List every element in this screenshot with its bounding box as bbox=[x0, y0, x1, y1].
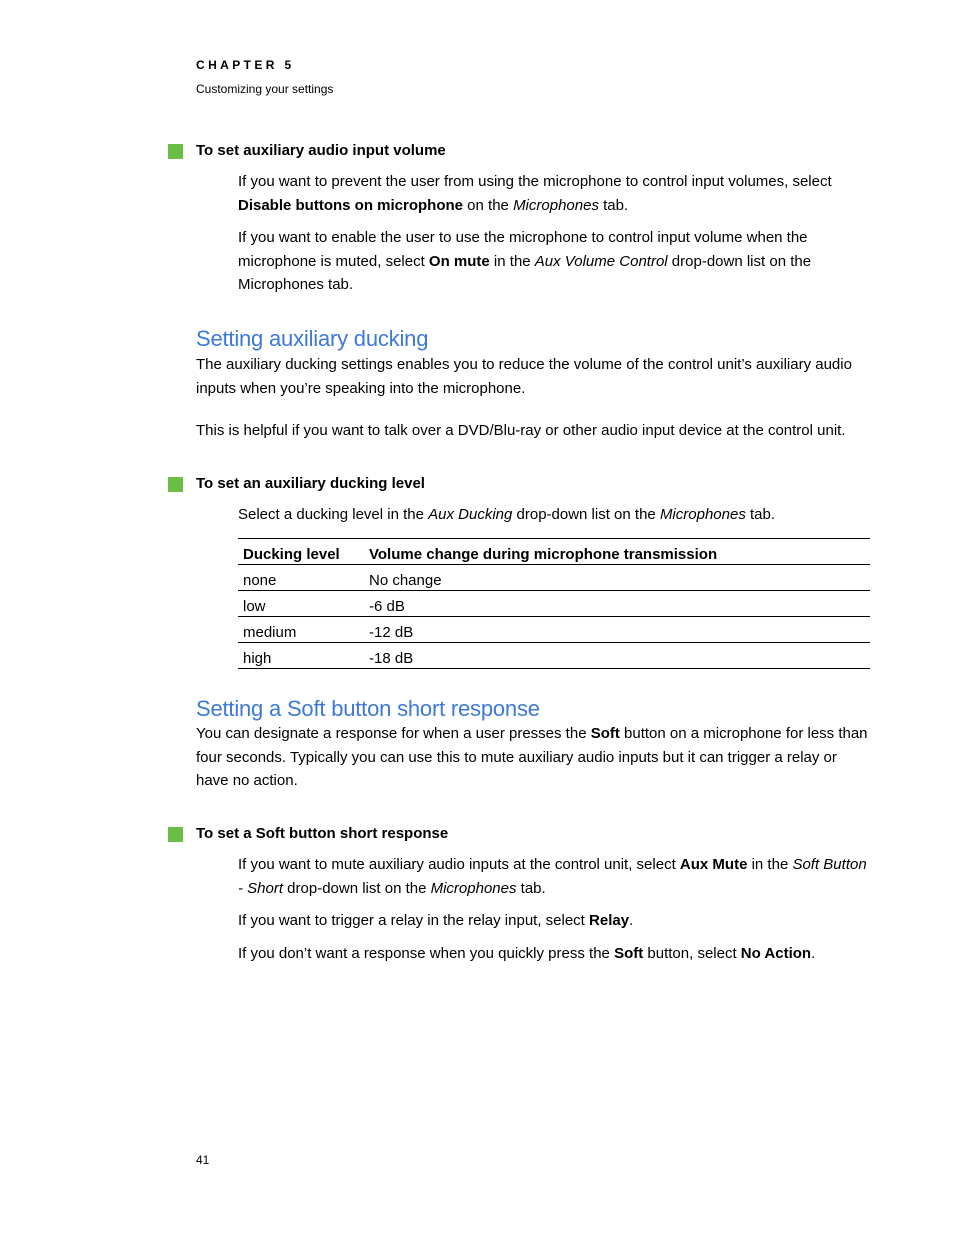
text-run: tab. bbox=[745, 506, 776, 523]
procedure-marker-icon bbox=[168, 144, 183, 159]
procedure-heading-volume bbox=[196, 141, 446, 161]
volume-paragraph-2 bbox=[238, 226, 872, 297]
text-run: . bbox=[629, 912, 634, 929]
text-run: If you want to prevent the user from using the microphone to control input volumes, select bbox=[238, 173, 832, 190]
ui-term-relay: Relay bbox=[589, 912, 630, 929]
ui-term-soft: Soft bbox=[590, 725, 620, 742]
section-title-ducking: Setting auxiliary ducking bbox=[196, 326, 429, 351]
text-run: drop-down list on the bbox=[283, 879, 431, 897]
chapter-label: CHAPTER 5 bbox=[196, 58, 295, 72]
text-run: tab. bbox=[598, 196, 629, 214]
procedure-heading-soft-text: To set a Soft button short response bbox=[196, 825, 449, 842]
column-header-ducking-level: Ducking level bbox=[238, 539, 364, 565]
text-run: If you want to enable the user to use the microphone to control input volume when the microphone is muted, select bbox=[238, 229, 808, 270]
table-row bbox=[238, 565, 870, 591]
text-run: on the bbox=[463, 196, 514, 214]
cell-ducking-level: low bbox=[238, 591, 364, 617]
ui-term-aux-mute: Aux Mute bbox=[679, 856, 748, 873]
soft-paragraph-3 bbox=[238, 942, 872, 966]
soft-paragraph-1 bbox=[238, 853, 872, 900]
ui-term-aux-ducking: Aux Ducking bbox=[428, 506, 513, 523]
text-run: You can designate a response for when a user presses the bbox=[196, 725, 591, 742]
text-run: drop-down list on the Microphones tab. bbox=[238, 252, 812, 293]
text-run: in the bbox=[489, 252, 535, 270]
ui-term-disable-buttons: Disable buttons on microphone bbox=[238, 196, 464, 214]
ui-term-no-action: No Action bbox=[740, 945, 812, 962]
text-run: Select a ducking level in the bbox=[238, 506, 429, 523]
ui-term-aux-volume-control: Aux Volume Control bbox=[534, 252, 668, 270]
ducking-instruction bbox=[238, 503, 872, 527]
procedure-heading-volume-text: To set auxiliary audio input volume bbox=[196, 142, 446, 159]
text-run: button, select bbox=[643, 945, 741, 962]
text-run: button on a microphone for less than four seconds. Typically you can use this to mute auxiliary audio inputs but it can trigger a relay or have no action. bbox=[196, 725, 868, 789]
text-run: tab. bbox=[516, 879, 546, 897]
section-title-soft-button: Setting a Soft button short response bbox=[196, 696, 540, 721]
cell-ducking-level: high bbox=[238, 643, 364, 669]
ui-term-microphones-tab: Microphones bbox=[513, 196, 599, 214]
text-run: drop-down list on the bbox=[512, 506, 660, 523]
cell-ducking-level: none bbox=[238, 565, 364, 591]
text-run: in the bbox=[747, 856, 793, 873]
ducking-level-table bbox=[238, 538, 870, 669]
table-row bbox=[238, 617, 870, 643]
soft-paragraph-2 bbox=[238, 909, 872, 933]
procedure-heading-soft bbox=[196, 824, 448, 844]
cell-volume-change: -6 dB bbox=[364, 591, 870, 617]
cell-volume-change: -18 dB bbox=[364, 643, 870, 669]
ui-term-soft: Soft bbox=[614, 945, 644, 962]
cell-volume-change: -12 dB bbox=[364, 617, 870, 643]
chapter-subtitle: Customizing your settings bbox=[196, 82, 334, 96]
text-run: If you want to trigger a relay in the relay input, select bbox=[238, 912, 590, 929]
column-header-volume-change: Volume change during microphone transmission bbox=[364, 539, 870, 565]
cell-ducking-level: medium bbox=[238, 617, 364, 643]
ui-term-on-mute: On mute bbox=[428, 252, 490, 270]
volume-paragraph-1 bbox=[238, 170, 872, 217]
page-number: 41 bbox=[196, 1153, 210, 1167]
text-run: . bbox=[811, 945, 816, 962]
ui-term-soft-button-short: Soft Button - Short bbox=[238, 856, 867, 897]
ducking-paragraph-2: This is helpful if you want to talk over a DVD/Blu-ray or other audio input device at the control unit. bbox=[196, 422, 846, 439]
table-row bbox=[238, 591, 870, 617]
procedure-marker-icon bbox=[168, 477, 183, 492]
procedure-marker-icon bbox=[168, 827, 183, 842]
cell-volume-change: No change bbox=[364, 565, 870, 591]
procedure-heading-ducking bbox=[196, 474, 425, 494]
table-header-row bbox=[238, 539, 870, 565]
table-row bbox=[238, 643, 870, 669]
ui-term-microphones-tab: Microphones bbox=[430, 879, 517, 897]
text-run: If you don’t want a response when you quickly press the bbox=[238, 945, 615, 962]
ducking-paragraph-1: The auxiliary ducking settings enables you to reduce the volume of the control unit’s auxiliary audio inputs when you’re speaking into the microphone. bbox=[196, 356, 852, 397]
ui-term-microphones-tab: Microphones bbox=[659, 506, 746, 523]
procedure-heading-ducking-text: To set an auxiliary ducking level bbox=[196, 475, 425, 492]
text-run: If you want to mute auxiliary audio inputs at the control unit, select bbox=[238, 856, 680, 873]
soft-button-paragraph bbox=[196, 722, 868, 793]
